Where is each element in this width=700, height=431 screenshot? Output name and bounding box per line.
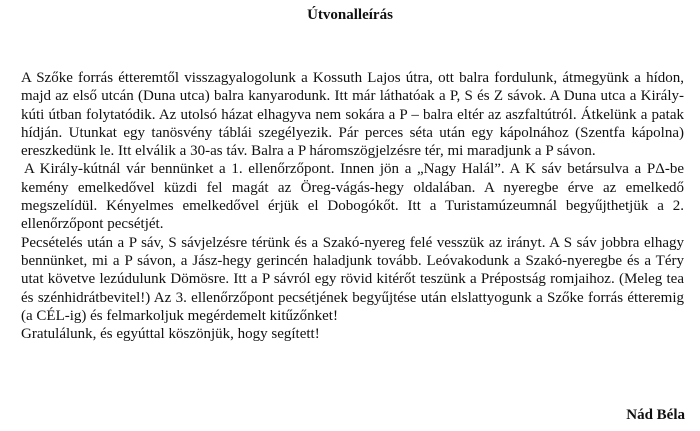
paragraph-route-start: A Szőke forrás étteremtől visszagyalogolunk a Kossuth Lajos útra, ott balra fordulunk, átmegyünk a hídon, majd az első utcán (Duna utca) balra kanyarodunk. Itt már láthatóak a P, S és Z sávok. A Duna utca a Király-kúti útban folytatódik. Az utolsó házat elhagyva nem sokára a P – balra eltér az aszfaltútról. Átkelünk a patak hídján. Utunkat egy tanösvény táblái szegélyezik. Pár perces séta után egy kápolnához (Szentfa kápolna) ereszkedünk le. Itt elválik a 30-as táv. Balra a P háromszögjelzésre tér, mi maradjunk a P sávon. (21, 70, 684, 160)
signature: Nád Béla (626, 407, 685, 423)
paragraph-closing: Gratulálunk, és egyúttal köszönjük, hogy segített! (21, 326, 320, 343)
paragraph-checkpoint-1: A Király-kútnál vár bennünket a 1. ellenőrzőpont. Innen jön a „Nagy Halál”. A K sáv betársulva a PΔ-be kemény emelkedővel küzdi fel magát az Öreg-vágás-hegy oldalában. A nyeregbe érve az emelkedő megszelídül. Kényelmes emelkedővel érjük el Dobogókőt. Itt a Turistamúzeumnál begyűjthetjük a 2. ellenőrzőpont pecsétjét. (21, 161, 684, 233)
document-title: Útvonalleírás (307, 7, 393, 23)
document-body (21, 69, 684, 343)
paragraph-checkpoint-3: Pecsételés után a P sáv, S sávjelzésre térünk és a Szakó-nyereg felé vesszük az irányt. A S sáv jobbra elhagy bennünket, mi a P sávon, a Jász-hegy gerincén haladjunk tovább. Leóvakodunk a Szakó-nyeregbe és a Téry utat követve lezúdulunk Dömösre. Itt a P sávról egy rövid kitérőt teszünk a Prépostság romjaihoz. (Meleg tea és szénhidrátbevitel!) Az 3. ellenőrzőpont pecsétjének begyűjtése után elslattyogunk a Szőke forrás étteremig (a CÉL-ig) és felmarkoljuk megérdemelt kitűzőnket! (21, 234, 684, 324)
